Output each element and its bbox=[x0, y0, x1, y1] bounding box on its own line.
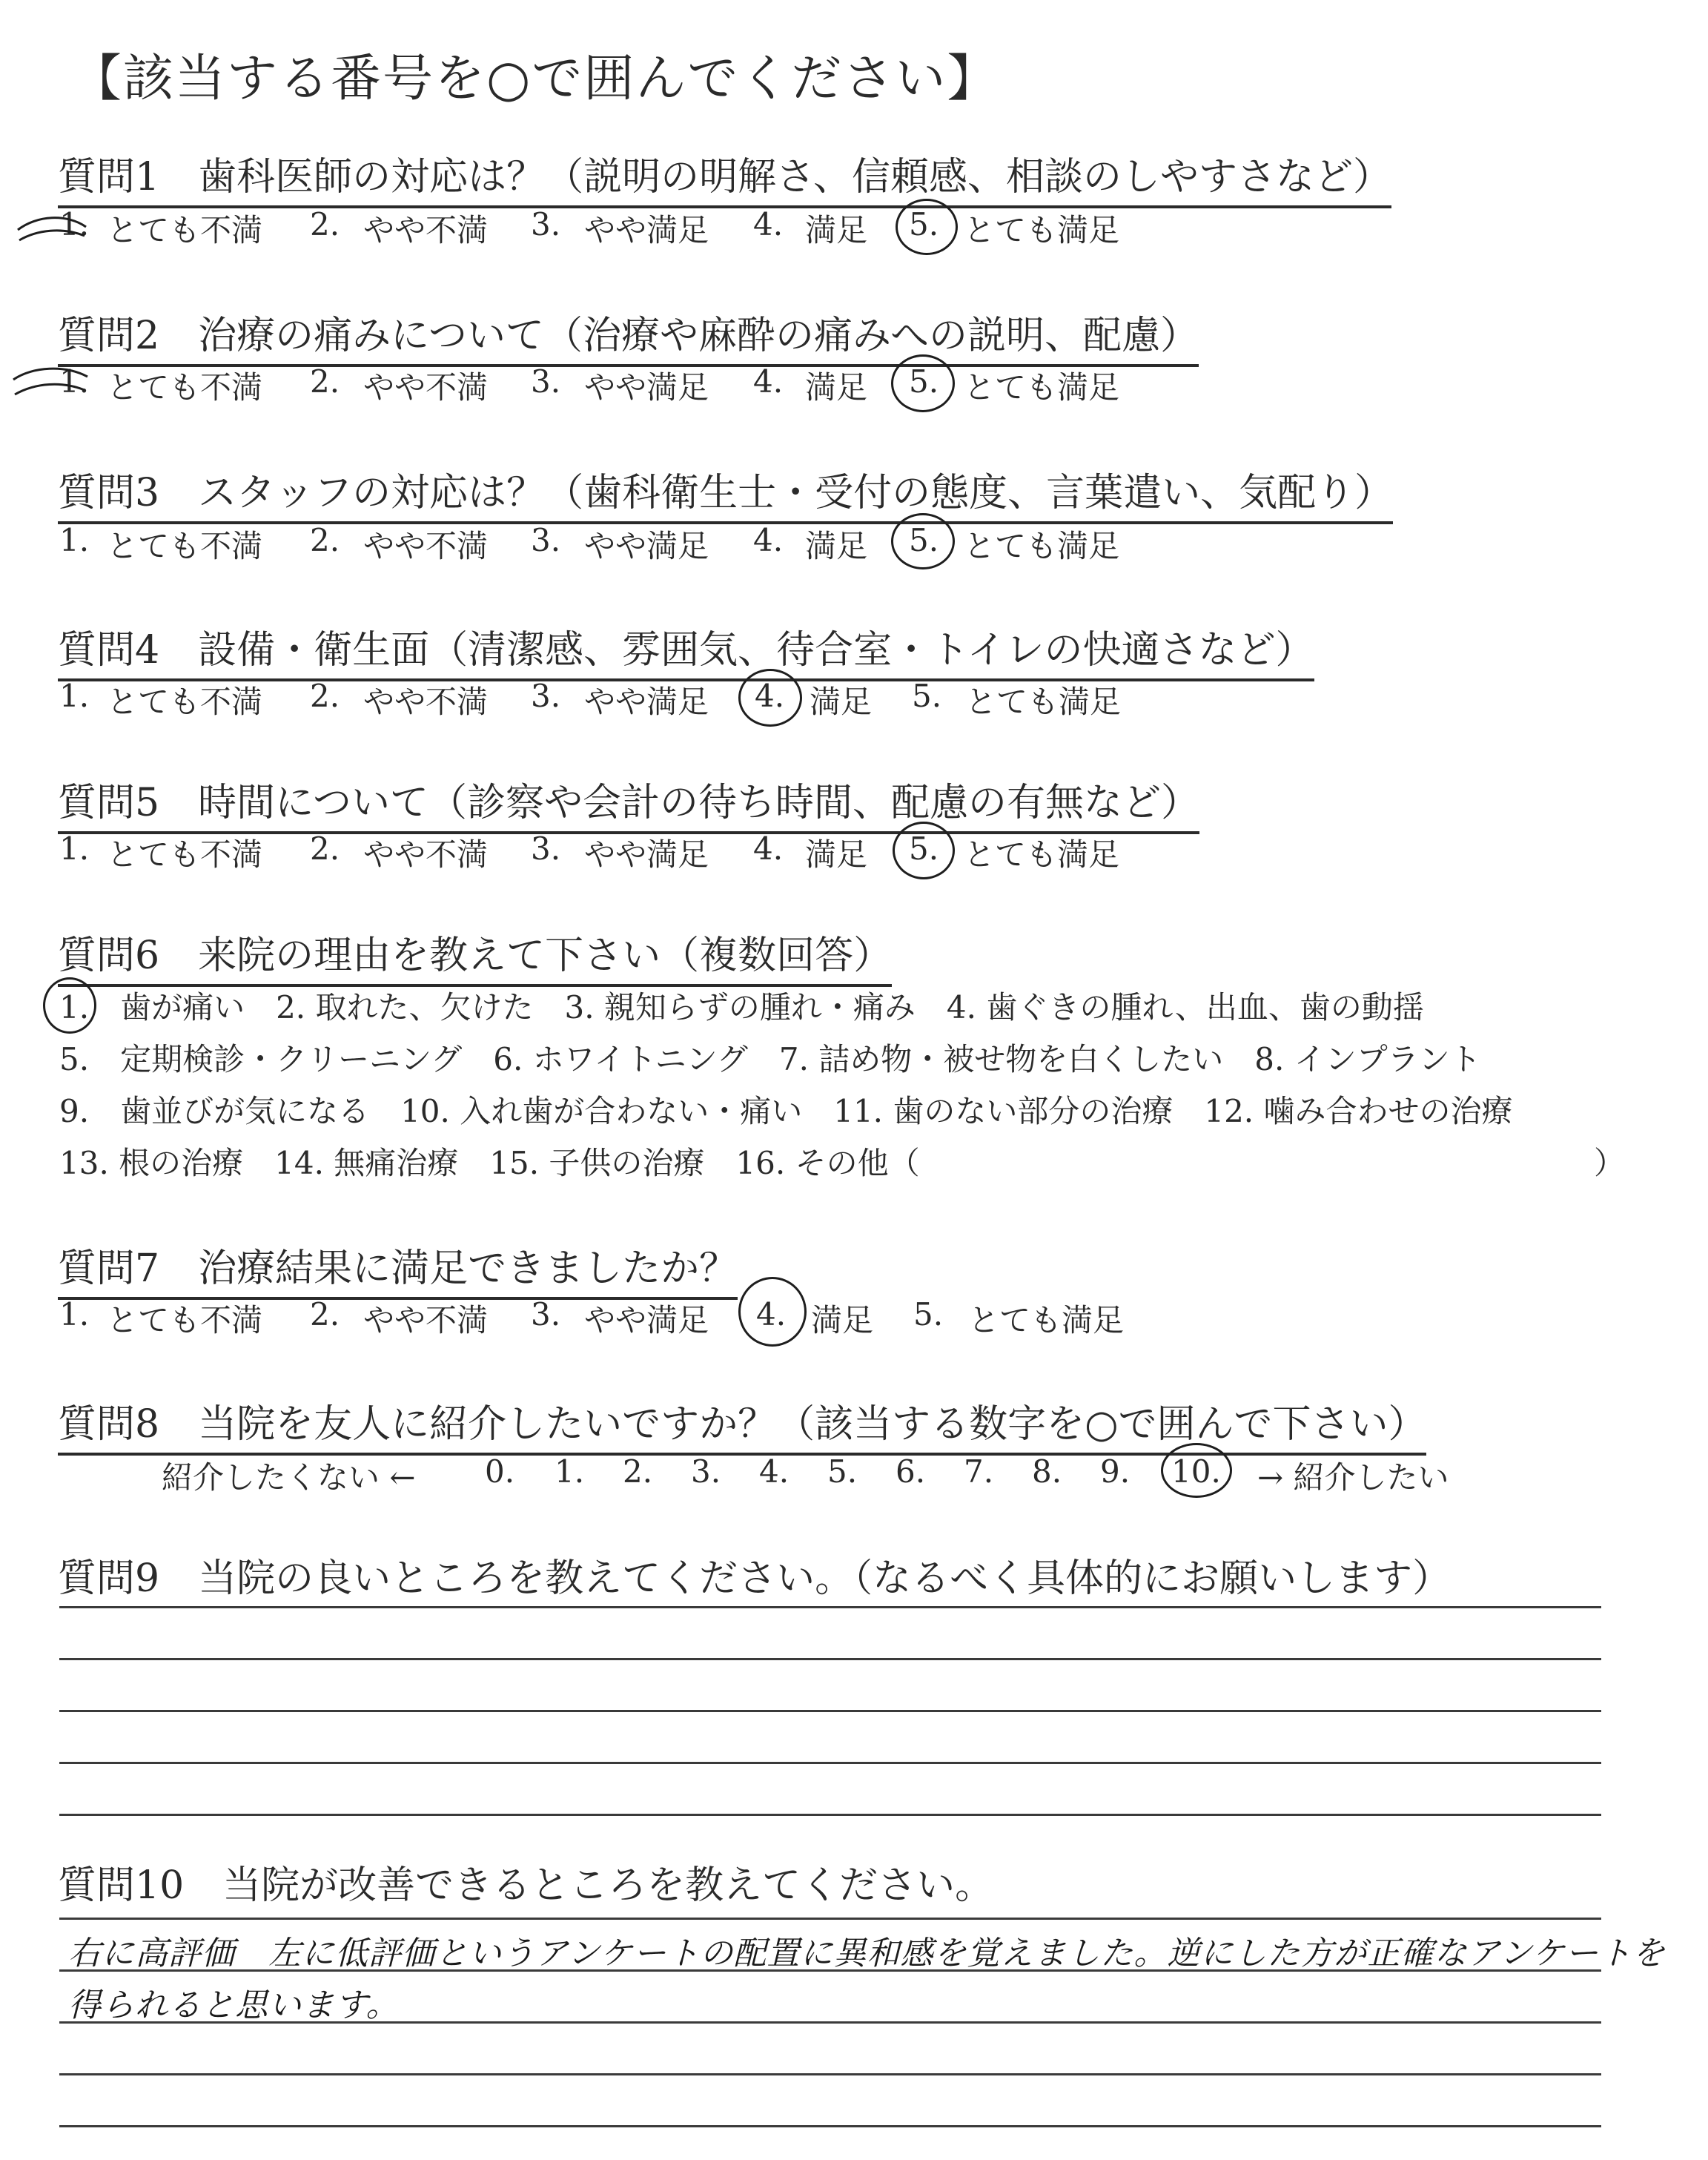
question-6-row-4: 13. 根の治療 14. 無痛治療 15. 子供の治療 16. その他（ bbox=[59, 1145, 920, 1181]
option-5-number[interactable]: 5. bbox=[912, 678, 942, 714]
option-5-number[interactable]: 5. bbox=[909, 830, 939, 867]
option-3-label: やや満足 bbox=[584, 684, 709, 720]
option-1-number[interactable]: 1. bbox=[59, 1296, 90, 1332]
option-5-label: とても満足 bbox=[968, 1302, 1125, 1338]
question-6-other-close: ） bbox=[1594, 1145, 1626, 1181]
option-3-label: やや満足 bbox=[584, 836, 709, 873]
strike-mark-q2 bbox=[10, 360, 92, 405]
option-1-label: とても不満 bbox=[107, 836, 263, 873]
option-5-label: とても満足 bbox=[964, 212, 1120, 248]
option-4-label: 満足 bbox=[805, 836, 868, 873]
option-3-label: やや満足 bbox=[584, 212, 709, 248]
option-3-number[interactable]: 3. bbox=[531, 1296, 561, 1332]
option-5-label: とても満足 bbox=[964, 369, 1120, 406]
strike-mark-q1 bbox=[15, 208, 89, 252]
page-title: 【該当する番号を○で囲んでください】 bbox=[71, 50, 999, 108]
option-4-number[interactable]: 4. bbox=[753, 830, 784, 867]
question-7-title: 質問7 治療結果に満足できましたか？ bbox=[58, 1237, 738, 1300]
option-4-label: 満足 bbox=[811, 1302, 874, 1338]
option-3-label: やや満足 bbox=[584, 528, 709, 564]
option-3-label: やや満足 bbox=[584, 1302, 709, 1338]
option-5-label: とても満足 bbox=[965, 684, 1122, 720]
option-1-label: とても不満 bbox=[107, 528, 263, 564]
handwritten-answer-line-1: 右に高評価 左に低評価というアンケートの配置に異和感を覚えました。逆にした方が正確なアンケートを bbox=[68, 1935, 1666, 1972]
option-1-number[interactable]: 1. bbox=[59, 830, 90, 867]
option-2-number[interactable]: 2. bbox=[310, 363, 340, 400]
option-4-label: 満足 bbox=[805, 212, 868, 248]
scale-9[interactable]: 9. bbox=[1100, 1453, 1131, 1490]
option-1-label: とても不満 bbox=[107, 369, 263, 406]
scale-5[interactable]: 5. bbox=[827, 1453, 858, 1490]
option-4-number[interactable]: 4. bbox=[753, 363, 784, 400]
question-6-row-3: 9. 歯並びが気になる 10. 入れ歯が合わない・痛い 11. 歯のない部分の治療 12. 噛み合わせの治療 bbox=[59, 1093, 1513, 1129]
scale-0[interactable]: 0. bbox=[485, 1453, 515, 1490]
option-5-number[interactable]: 5. bbox=[909, 363, 939, 400]
scale-right-label: → 紹介したい bbox=[1257, 1459, 1449, 1496]
question-8-title: 質問8 当院を友人に紹介したいですか？（該当する数字を○で囲んで下さい） bbox=[58, 1393, 1426, 1456]
question-8-scale bbox=[162, 1453, 1496, 1495]
question-6-title: 質問6 来院の理由を教えて下さい（複数回答） bbox=[58, 924, 892, 987]
scale-10[interactable]: 10. bbox=[1171, 1453, 1221, 1490]
option-1-number[interactable]: 1. bbox=[59, 678, 90, 714]
option-3-number[interactable]: 3. bbox=[531, 363, 561, 400]
option-1-number[interactable]: 1. bbox=[59, 363, 90, 400]
question-2-title: 質問2 治療の痛みについて（治療や麻酔の痛みへの説明、配慮） bbox=[58, 304, 1199, 367]
option-4-label: 満足 bbox=[805, 369, 868, 406]
question-5-title: 質問5 時間について（診察や会計の待ち時間、配慮の有無など） bbox=[58, 771, 1199, 834]
option-4-label: 満足 bbox=[810, 684, 873, 720]
answer-line bbox=[59, 1710, 1601, 1712]
scale-left-label: 紹介したくない ← bbox=[162, 1459, 416, 1496]
answer-line bbox=[59, 2021, 1601, 2024]
option-3-label: やや満足 bbox=[584, 369, 709, 406]
option-1-number[interactable]: 1. bbox=[59, 522, 90, 558]
option-4-number[interactable]: 4. bbox=[753, 206, 784, 242]
option-2-label: やや不満 bbox=[363, 212, 489, 248]
option-3-number[interactable]: 3. bbox=[531, 830, 561, 867]
scale-4[interactable]: 4. bbox=[759, 1453, 790, 1490]
question-7-options bbox=[59, 1296, 1171, 1338]
question-10-title: 質問10 当院が改善できるところを教えてください。 bbox=[58, 1863, 994, 1908]
answer-line bbox=[59, 2073, 1601, 2075]
question-1-title: 質問1 歯科医師の対応は？（説明の明解さ、信頼感、相談のしやすさなど） bbox=[58, 145, 1391, 208]
option-2-label: やや不満 bbox=[363, 1302, 489, 1338]
option-1-label: とても不満 bbox=[107, 212, 263, 248]
option-3-number[interactable]: 3. bbox=[531, 206, 561, 242]
scale-7[interactable]: 7. bbox=[964, 1453, 994, 1490]
question-9-title: 質問9 当院の良いところを教えてください。（なるべく具体的にお願いします） bbox=[58, 1556, 1452, 1601]
scale-1[interactable]: 1. bbox=[555, 1453, 585, 1490]
option-2-label: やや不満 bbox=[363, 528, 489, 564]
question-1-options bbox=[59, 206, 1171, 248]
option-2-number[interactable]: 2. bbox=[310, 1296, 340, 1332]
question-5-options bbox=[59, 830, 1171, 872]
option-2-label: やや不満 bbox=[363, 369, 489, 406]
question-6-row-2: 5. 定期検診・クリーニング 6. ホワイトニング 7. 詰め物・被せ物を白くしたい 8. インプラント bbox=[59, 1041, 1481, 1077]
option-1-label: とても不満 bbox=[107, 1302, 263, 1338]
answer-line bbox=[59, 1762, 1601, 1764]
question-2-options bbox=[59, 363, 1171, 405]
option-4-number[interactable]: 4. bbox=[755, 678, 785, 714]
answer-line bbox=[59, 1606, 1601, 1608]
option-2-label: やや不満 bbox=[363, 836, 489, 873]
answer-line bbox=[59, 1969, 1601, 1972]
option-4-number[interactable]: 4. bbox=[753, 522, 784, 558]
option-2-label: やや不満 bbox=[363, 684, 489, 720]
option-2-number[interactable]: 2. bbox=[310, 206, 340, 242]
option-5-number[interactable]: 5. bbox=[909, 522, 939, 558]
option-1-number[interactable]: 1. bbox=[59, 206, 90, 242]
option-5-label: とても満足 bbox=[964, 836, 1120, 873]
option-2-number[interactable]: 2. bbox=[310, 522, 340, 558]
question-6-row-1: 1. 歯が痛い 2. 取れた、欠けた 3. 親知らずの腫れ・痛み 4. 歯ぐきの腫れ、出血、歯の動揺 bbox=[59, 989, 1424, 1025]
question-4-options bbox=[59, 678, 1171, 719]
question-4-title: 質問4 設備・衛生面（清潔感、雰囲気、待合室・トイレの快適さなど） bbox=[58, 618, 1314, 681]
option-5-label: とても満足 bbox=[964, 528, 1120, 564]
option-4-label: 満足 bbox=[805, 528, 868, 564]
option-5-number[interactable]: 5. bbox=[909, 206, 939, 242]
answer-line bbox=[59, 1658, 1601, 1660]
option-1-label: とても不満 bbox=[107, 684, 263, 720]
answer-line bbox=[59, 1918, 1601, 1920]
option-3-number[interactable]: 3. bbox=[531, 678, 561, 714]
option-5-number[interactable]: 5. bbox=[913, 1296, 944, 1332]
question-3-options bbox=[59, 522, 1171, 564]
option-4-number[interactable]: 4. bbox=[756, 1296, 787, 1332]
option-3-number[interactable]: 3. bbox=[531, 522, 561, 558]
scale-6[interactable]: 6. bbox=[896, 1453, 926, 1490]
option-2-number[interactable]: 2. bbox=[310, 678, 340, 714]
answer-line bbox=[59, 2125, 1601, 2127]
answer-line bbox=[59, 1814, 1601, 1816]
question-3-title: 質問3 スタッフの対応は？（歯科衛生士・受付の態度、言葉遣い、気配り） bbox=[58, 461, 1393, 524]
scale-8[interactable]: 8. bbox=[1032, 1453, 1062, 1490]
option-2-number[interactable]: 2. bbox=[310, 830, 340, 867]
scale-3[interactable]: 3. bbox=[691, 1453, 721, 1490]
handwritten-answer-line-2: 得られると思います。 bbox=[68, 1986, 400, 2024]
scale-2[interactable]: 2. bbox=[623, 1453, 653, 1490]
